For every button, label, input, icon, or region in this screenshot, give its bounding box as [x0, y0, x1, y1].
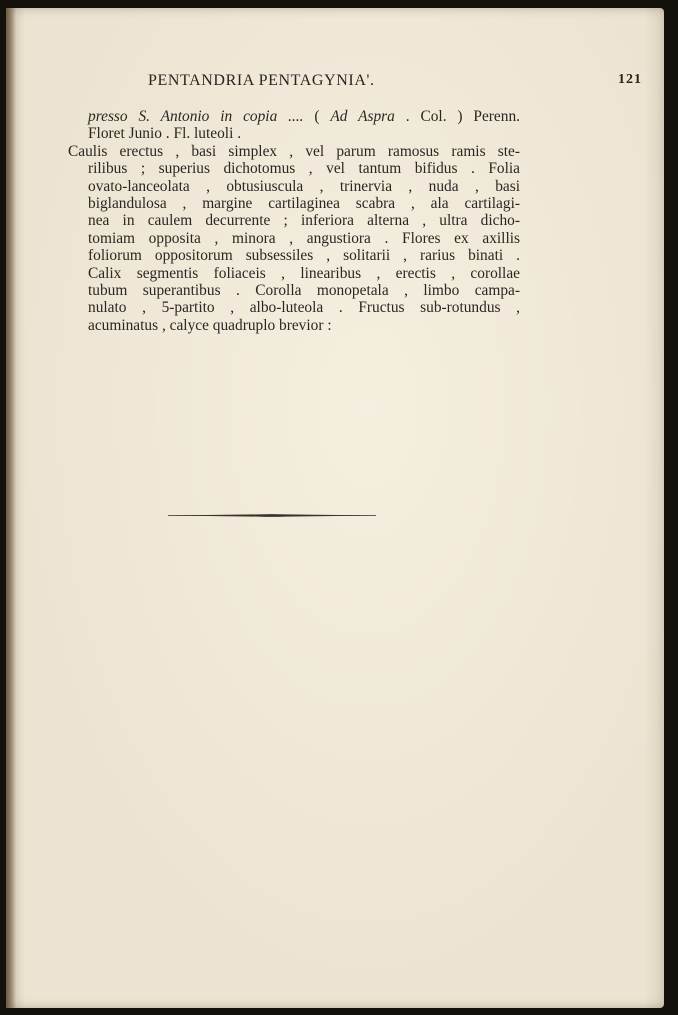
text-line-11: tubum superantibus . Corolla monopetala , limbo campa-: [88, 282, 520, 300]
text-line-12: nulato , 5-partito , albo-luteola . Fructus sub-rotundus ,: [88, 299, 520, 317]
locality-name-italic: Ad Aspra: [330, 108, 395, 125]
running-head-title: PENTANDRIA PENTAGYNIA'.: [148, 72, 375, 89]
text-line-8: tomiam opposita , minora , angustiora . Flores ex axillis: [88, 229, 520, 247]
text-line-7: nea in caulem decurrente ; inferiora alterna , ultra dicho-: [88, 212, 520, 230]
text-line-5: ovato-lanceolata , obtusiuscula , trinervia , nuda , basi: [88, 177, 520, 195]
book-page: [6, 8, 664, 1008]
text-line-10: Calix segmentis foliaceis , linearibus , erectis , corollae: [88, 264, 520, 282]
text-line-1: [68, 108, 520, 125]
body-text: [68, 108, 520, 334]
running-head: [66, 72, 642, 92]
thick-thin-rule-ornament: [168, 514, 376, 517]
text-line-6: biglandulosa , margine cartilaginea scabra , ala cartilagi-: [88, 195, 520, 213]
section-end-rule: [168, 514, 376, 517]
locality-italic: presso S. Antonio in copia ....: [88, 108, 304, 125]
text-line-9: foliorum oppositorum subsessiles , solitarii , rarius binati .: [88, 247, 520, 265]
page-number: 121: [618, 72, 642, 87]
collector-and-duration: . Col. ) Perenn.: [394, 108, 520, 125]
text-line-2: Floret Junio . Fl. luteoli .: [88, 125, 242, 143]
text-line-3: Caulis erectus , basi simplex , vel parum ramosus ramis ste-: [68, 142, 520, 160]
text-line-4: rilibus ; superius dichotomus , vel tantum bifidus . Folia: [88, 160, 520, 178]
text-line-13: acuminatus , calyce quadruplo brevior :: [88, 316, 332, 334]
page-gutter-shadow: [6, 8, 16, 1008]
paren-open: (: [303, 108, 331, 125]
